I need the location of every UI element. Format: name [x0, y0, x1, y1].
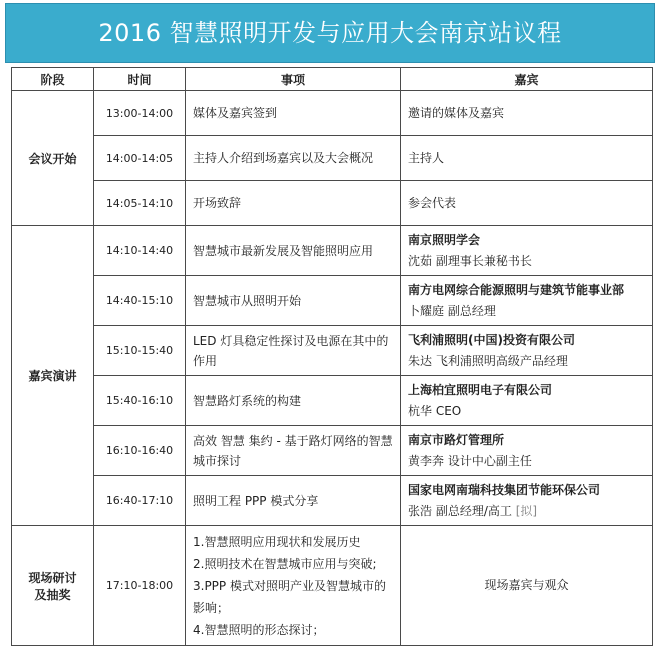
time-cell: 13:00-14:00 — [94, 91, 186, 136]
stage-cell: 嘉宾演讲 — [12, 226, 94, 526]
item-cell: LED 灯具稳定性探讨及电源在其中的作用 — [186, 326, 401, 376]
header-guest: 嘉宾 — [401, 68, 653, 91]
table-row — [12, 476, 653, 526]
time-cell: 14:10-14:40 — [94, 226, 186, 276]
table-row — [12, 376, 653, 426]
guest-person: 沈茹 副理事长兼秘书长 — [408, 253, 532, 268]
table-row — [12, 136, 653, 181]
guest-cell — [401, 276, 653, 326]
guest-org: 飞利浦照明(中国)投资有限公司 — [408, 332, 575, 347]
guest-cell — [401, 426, 653, 476]
item-cell: 媒体及嘉宾签到 — [186, 91, 401, 136]
header-stage: 阶段 — [12, 68, 94, 91]
stage-cell: 会议开始 — [12, 91, 94, 226]
topic-item: 4.智慧照明的形态探讨； — [193, 622, 325, 637]
guest-cell: 主持人 — [401, 136, 653, 181]
guest-person — [408, 501, 645, 522]
guest-org: 南京照明学会 — [408, 232, 481, 247]
table-row — [12, 181, 653, 226]
item-cell: 智慧城市从照明开始 — [186, 276, 401, 326]
guest-org: 南方电网综合能源照明与建筑节能事业部 — [408, 282, 625, 297]
stage-line: 及抽奖 — [34, 587, 71, 602]
item-cell: 智慧城市最新发展及智能照明应用 — [186, 226, 401, 276]
table-row — [12, 276, 653, 326]
agenda-table — [11, 67, 653, 646]
stage-line: 现场研讨 — [28, 570, 77, 585]
stage-cell — [12, 526, 94, 646]
time-cell: 14:40-15:10 — [94, 276, 186, 326]
time-cell: 14:00-14:05 — [94, 136, 186, 181]
agenda-title: 2016 智慧照明开发与应用大会南京站议程 — [5, 3, 655, 63]
guest-person-name: 张浩 副总经理/高工 — [408, 503, 516, 518]
guest-org: 国家电网南瑞科技集团节能环保公司 — [408, 482, 601, 497]
header-time: 时间 — [94, 68, 186, 91]
guest-cell — [401, 476, 653, 526]
topic-item: 2.照明技术在智慧城市应用与突破; — [193, 556, 377, 571]
item-cell: 高效 智慧 集约 - 基于路灯网络的智慧城市探讨 — [186, 426, 401, 476]
topics-cell — [186, 526, 401, 646]
time-cell: 15:10-15:40 — [94, 326, 186, 376]
guest-cell: 现场嘉宾与观众 — [401, 526, 653, 646]
guest-cell — [401, 326, 653, 376]
time-cell: 16:10-16:40 — [94, 426, 186, 476]
table-row — [12, 226, 653, 276]
table-row — [12, 326, 653, 376]
table-row — [12, 526, 653, 646]
header-row — [12, 68, 653, 91]
item-cell: 开场致辞 — [186, 181, 401, 226]
time-cell: 15:40-16:10 — [94, 376, 186, 426]
item-cell: 照明工程 PPP 模式分享 — [186, 476, 401, 526]
guest-cell — [401, 376, 653, 426]
topic-item: 3.PPP 模式对照明产业及智慧城市的影响； — [193, 578, 386, 615]
guest-cell — [401, 226, 653, 276]
guest-cell: 邀请的媒体及嘉宾 — [401, 91, 653, 136]
guest-person: 卜耀庭 副总经理 — [408, 303, 496, 318]
guest-person: 黄李奔 设计中心副主任 — [408, 453, 532, 468]
time-cell: 16:40-17:10 — [94, 476, 186, 526]
time-cell: 14:05-14:10 — [94, 181, 186, 226]
guest-person: 杭华 CEO — [408, 403, 462, 418]
tentative-tag: [拟] — [515, 503, 538, 518]
table-row — [12, 426, 653, 476]
table-row — [12, 91, 653, 136]
time-cell: 17:10-18:00 — [94, 526, 186, 646]
header-item: 事项 — [186, 68, 401, 91]
item-cell: 智慧路灯系统的构建 — [186, 376, 401, 426]
topic-item: 1.智慧照明应用现状和发展历史 — [193, 534, 361, 549]
guest-person: 朱达 飞利浦照明高级产品经理 — [408, 353, 568, 368]
item-cell: 主持人介绍到场嘉宾以及大会概况 — [186, 136, 401, 181]
guest-org: 南京市路灯管理所 — [408, 432, 505, 447]
guest-org: 上海柏宜照明电子有限公司 — [408, 382, 553, 397]
guest-cell: 参会代表 — [401, 181, 653, 226]
